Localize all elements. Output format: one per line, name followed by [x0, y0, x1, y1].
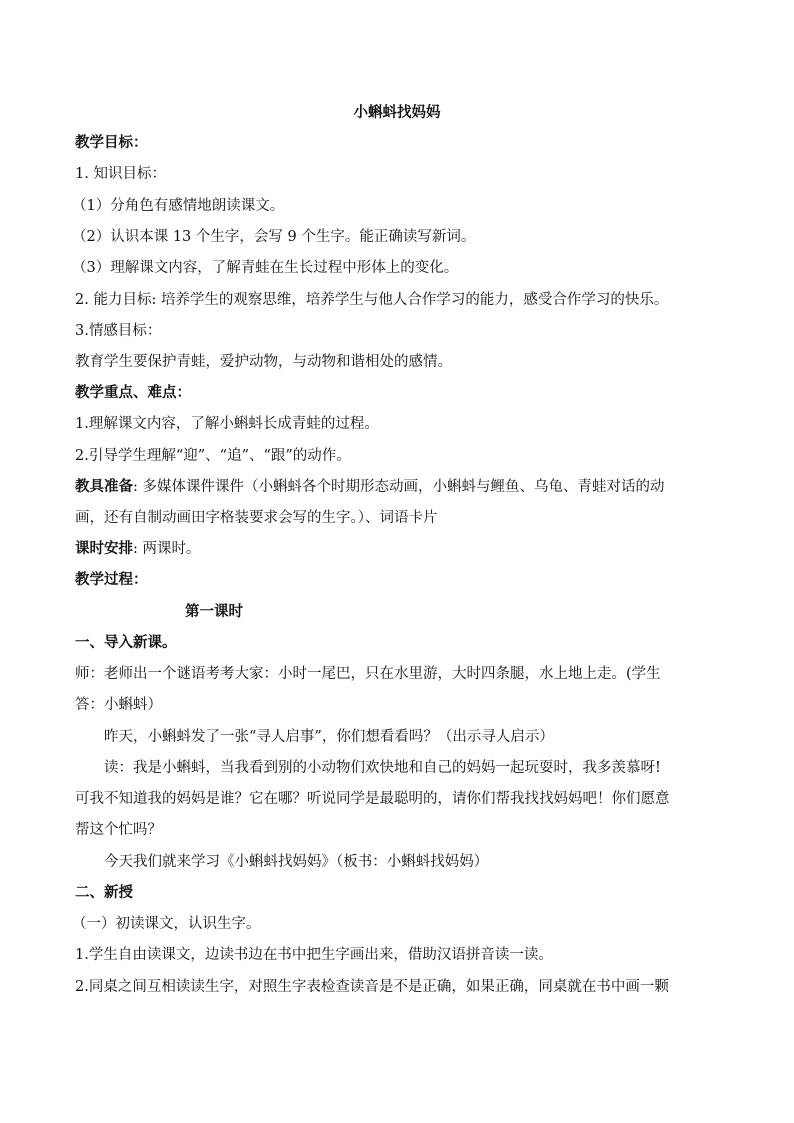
goal1-heading: 1. 知识目标： — [75, 166, 166, 182]
document-title: 小蝌蚪找妈妈 — [353, 104, 441, 121]
prep-text: : 多媒体课件课件（小蝌蚪各个时期形态动画，小蝌蚪与鲤鱼、乌龟、青蛙对话的动 — [133, 479, 665, 495]
goal1-item-b: （2）认识本课 13 个生字，会写 9 个生字。能正确读写新词。 — [72, 229, 476, 245]
prep-line-2: 画，还有自制动画田字格装要求会写的生字。）、词语卡片 — [75, 510, 438, 526]
prep-label: 教具准备 — [75, 478, 133, 495]
lesson1-heading: 第一课时 — [185, 603, 243, 620]
part1-para3-line3: 帮这个忙吗？ — [75, 822, 162, 838]
schedule-text: : 两课时。 — [133, 541, 201, 557]
part1-para1-line1: 师：老师出一个谜语考考大家：小时一尾巴，只在水里游，大时四条腿，水上地上走。(学生 — [75, 666, 661, 682]
focus-item-1: 1.理解课文内容，了解小蝌蚪长成青蛙的过程。 — [75, 416, 379, 432]
goal2-text: 2. 能力目标: 培养学生的观察思维，培养学生与他人合作学习的能力，感受合作学习的快乐。 — [75, 292, 669, 308]
part1-heading: 一、导入新课。 — [75, 634, 177, 651]
part2-step1: 1.学生自由读课文，边读书边在书中把生字画出来，借助汉语拼音读一读。 — [75, 947, 553, 963]
process-heading: 教学过程： — [75, 571, 148, 588]
part2-heading: 二、新授 — [75, 884, 133, 901]
part1-para4: 今天我们就来学习《小蝌蚪找妈妈》（板书：小蝌蚪找妈妈） — [104, 854, 489, 870]
schedule-line — [75, 539, 725, 559]
part2-step2: 2.同桌之间互相读读生字，对照生字表检查读音是不是正确，如果正确，同桌就在书中画一颗 — [75, 979, 669, 995]
goal3-heading: 3.情感目标： — [75, 323, 162, 339]
goal3-text: 教育学生要保护青蛙，爱护动物，与动物和谐相处的感情。 — [75, 354, 452, 370]
goals-heading: 教学目标： — [75, 134, 148, 151]
prep-line-1 — [75, 477, 725, 497]
goal1-item-a: （1）分角色有感情地朗读课文。 — [72, 198, 285, 214]
focus-item-2: 2.引导学生理解“迎”、“追”、“跟”的动作。 — [75, 448, 351, 464]
part2-sub1: （一）初读课文，认识生字。 — [72, 916, 261, 932]
part1-para3-line1: 读：我是小蝌蚪，当我看到别的小动物们欢快地和自己的妈妈一起玩耍时，我多羡慕呀! — [104, 760, 661, 776]
part1-para1-line2: 答：小蝌蚪） — [75, 697, 162, 713]
focus-heading: 教学重点、难点： — [75, 384, 191, 401]
part1-para3-line2: 可我不知道我的妈妈是谁？它在哪？听说同学是最聪明的，请你们帮我找找妈妈吧！你们愿意 — [75, 791, 670, 807]
part1-para2: 昨天，小蝌蚪发了一张“寻人启事”，你们想看看吗？（出示寻人启示） — [104, 729, 554, 745]
goal1-item-c: （3）理解课文内容，了解青蛙在生长过程中形体上的变化。 — [72, 260, 459, 276]
schedule-label: 课时安排 — [75, 540, 133, 557]
